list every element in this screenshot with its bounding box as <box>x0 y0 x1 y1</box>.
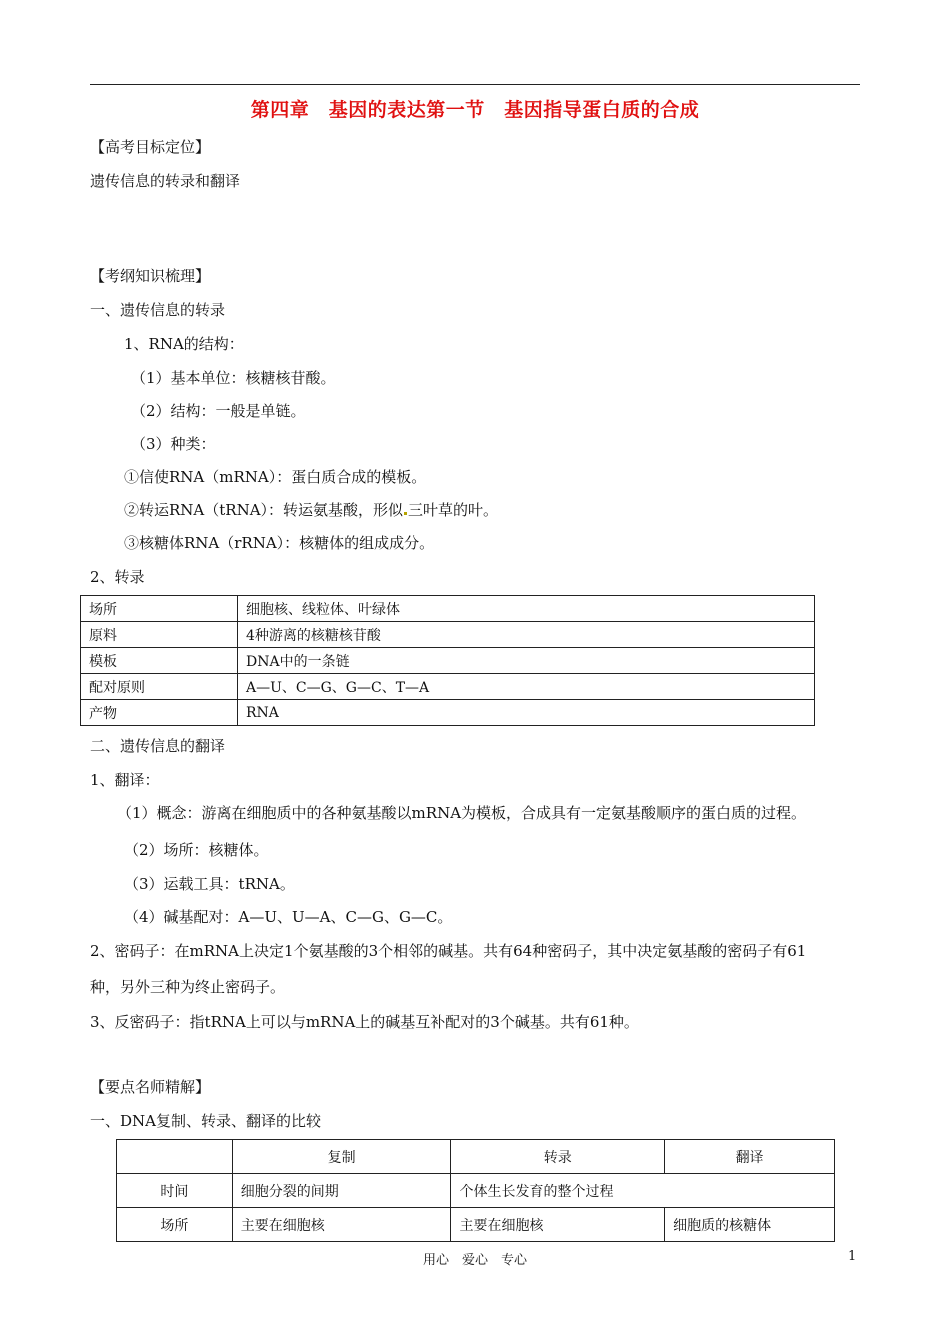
table-cell: 场所 <box>117 1208 233 1242</box>
trna-text-a: ②转运RNA（tRNA）：转运氨基酸，形似 <box>124 501 404 519</box>
transcription-heading: 2、转录 <box>90 568 145 586</box>
codon-line-1: 2、密码子：在mRNA上决定1个氨基酸的3个相邻的碱基。共有64种密码子，其中决定氨基酸的密码子有61 <box>90 942 807 960</box>
chapter-title: 第四章 基因的表达第一节 基因指导蛋白质的合成 <box>250 99 700 121</box>
table-cell: DNA中的一条链 <box>238 648 815 674</box>
table-cell: 原料 <box>81 622 238 648</box>
table-row <box>81 700 815 726</box>
table-cell: 细胞分裂的间期 <box>232 1174 451 1208</box>
table-row <box>81 674 815 700</box>
comparison-heading: 一、DNA复制、转录、翻译的比较 <box>90 1112 321 1130</box>
rna-basic-unit: （1）基本单位：核糖核苷酸。 <box>131 369 336 387</box>
table-row <box>117 1208 835 1242</box>
table-cell: 个体生长发育的整个过程 <box>451 1174 835 1208</box>
section-heading-knowledge: 【考纲知识梳理】 <box>90 267 211 285</box>
table-cell: 配对原则 <box>81 674 238 700</box>
table-cell: 主要在细胞核 <box>232 1208 451 1242</box>
header-rule <box>90 84 860 85</box>
table-cell: 转录 <box>451 1140 665 1174</box>
translation-pairing: （4）碱基配对：A—U、U—A、C—G、G—C。 <box>124 908 453 926</box>
table-cell: 细胞质的核糖体 <box>665 1208 835 1242</box>
page-number: 1 <box>848 1249 857 1264</box>
anticodon-line: 3、反密码子：指tRNA上可以与mRNA上的碱基互补配对的3个碱基。共有61种。 <box>90 1013 639 1031</box>
part1-heading: 一、遗传信息的转录 <box>90 301 226 319</box>
part2-heading: 二、遗传信息的翻译 <box>90 737 226 755</box>
table-cell: 4种游离的核糖核苷酸 <box>238 622 815 648</box>
rna-types: （3）种类： <box>131 435 216 453</box>
translation-site: （2）场所：核糖体。 <box>124 841 269 859</box>
table-cell: 场所 <box>81 596 238 622</box>
comparison-table <box>116 1139 835 1242</box>
section-heading-objectives: 【高考目标定位】 <box>90 138 211 156</box>
table-cell <box>117 1140 233 1174</box>
table-row <box>81 622 815 648</box>
table-cell: RNA <box>238 700 815 726</box>
marker-dot <box>404 512 407 515</box>
table-cell: 主要在细胞核 <box>451 1208 665 1242</box>
table-cell: A—U、C—G、G—C、T—A <box>238 674 815 700</box>
table-row <box>81 596 815 622</box>
trna-item <box>124 500 498 520</box>
transcription-table <box>80 595 815 726</box>
table-cell: 细胞核、线粒体、叶绿体 <box>238 596 815 622</box>
table-row <box>117 1140 835 1174</box>
rna-structure: （2）结构：一般是单链。 <box>131 402 306 420</box>
codon-line-2: 种，另外三种为终止密码子。 <box>90 978 286 996</box>
table-cell: 时间 <box>117 1174 233 1208</box>
objectives-text: 遗传信息的转录和翻译 <box>90 172 241 190</box>
rrna-item: ③核糖体RNA（rRNA）：核糖体的组成成分。 <box>124 534 435 552</box>
translation-tool: （3）运载工具：tRNA。 <box>124 875 295 893</box>
trna-text-b: 三叶草的叶。 <box>408 501 499 519</box>
table-cell: 模板 <box>81 648 238 674</box>
translation-heading: 1、翻译： <box>90 771 160 789</box>
table-cell: 产物 <box>81 700 238 726</box>
rna-structure-heading: 1、RNA的结构： <box>124 335 244 353</box>
table-cell: 复制 <box>232 1140 451 1174</box>
translation-concept: （1）概念：游离在细胞质中的各种氨基酸以mRNA为模板，合成具有一定氨基酸顺序的蛋白质的过程。 <box>117 804 807 822</box>
mrna-item: ①信使RNA（mRNA）：蛋白质合成的模板。 <box>124 468 427 486</box>
table-row <box>117 1174 835 1208</box>
table-row <box>81 648 815 674</box>
section-heading-explanation: 【要点名师精解】 <box>90 1078 211 1096</box>
page-footer: 用心 爱心 专心 <box>422 1253 527 1268</box>
table-cell: 翻译 <box>665 1140 835 1174</box>
